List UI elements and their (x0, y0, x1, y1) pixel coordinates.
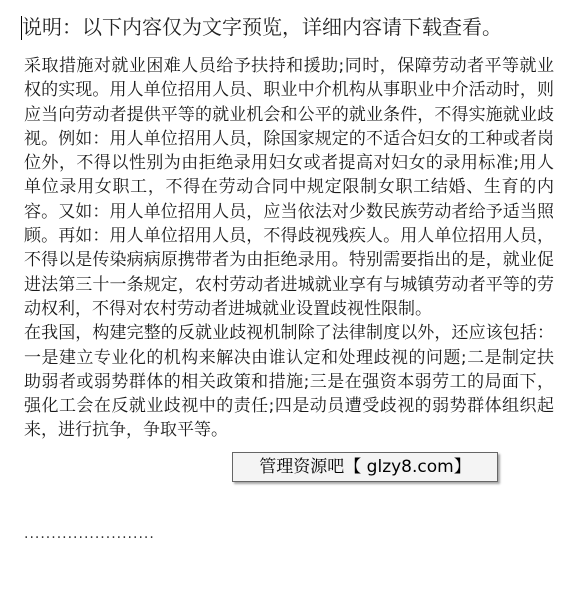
paragraph: 采取措施对就业困难人员给予扶持和援助;同时，保障劳动者平等就业权的实现。用人单位招用人员、职业中介机构从事职业中介活动时，则应当向劳动者提供平等的就业机会和公平的就业条件，不得实施就业歧视。例如：用人单位招用人员，除国家规定的不适合妇女的工种或者岗位外，不得以性别为由拒绝录用妇女或者提高对妇女的录用标准;用人单位录用女职工，不得在劳动合同中规定限制女职工结婚、生育的内容。又如：用人单位招用人员，应当依法对少数民族劳动者给予适当照顾。再如：用人单位招用人员，不得歧视残疾人。用人单位招用人员，不得以是传染病病原携带者为由拒绝录用。特别需要指出的是，就业促进法第三十一条规定，农村劳动者进城就业享有与城镇劳动者平等的劳动权利，不得对农村劳动者进城就业设置歧视性限制。 (24, 56, 554, 319)
document-body (24, 54, 554, 443)
site-watermark: 管理资源吧【 glzy8.com】 (232, 452, 498, 482)
continuation-dots: ························ (24, 530, 155, 546)
paragraph: 在我国，构建完整的反就业歧视机制除了法律制度以外，还应该包括：一是建立专业化的机构来解决由谁认定和处理歧视的问题;二是制定扶助弱者或弱势群体的相关政策和措施;三是在强资本弱劳工的局面下，强化工会在反就业歧视中的责任;四是动员遭受歧视的弱势群体组织起来，进行抗争，争取平等。 (24, 323, 554, 441)
preview-notice: 说明：以下内容仅为文字预览，详细内容请下载查看。 (22, 15, 502, 39)
